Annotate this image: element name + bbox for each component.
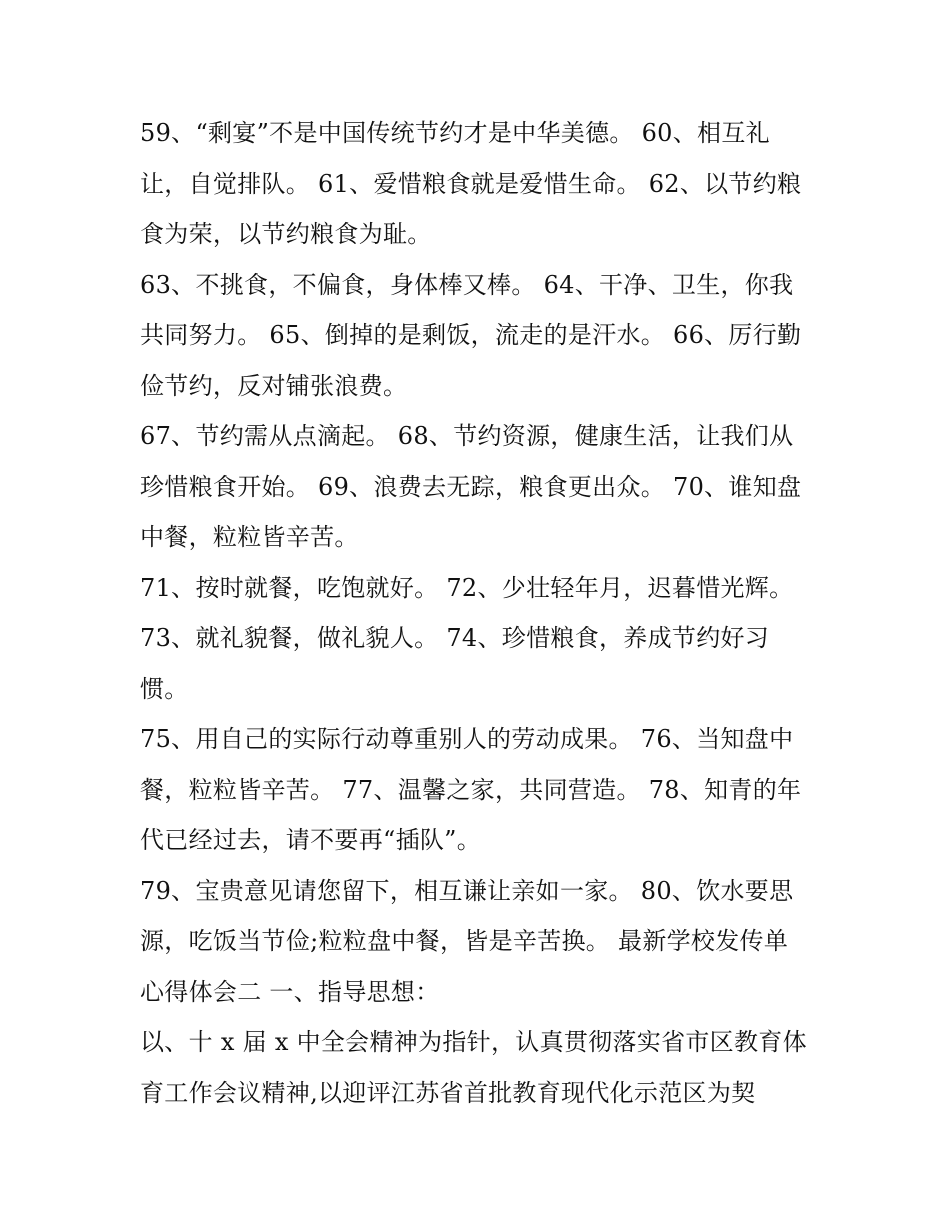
text-line: 59、“剩宴”不是中国传统节约才是中华美德。 60、相互礼 <box>140 119 770 147</box>
text-line: 共同努力。 65、倒掉的是剩饭，流走的是汗水。 66、厉行勤 <box>140 321 802 349</box>
text-line: 79、宝贵意见请您留下，相互谦让亲如一家。 80、饮水要思 <box>140 876 794 905</box>
text-line: 75、用自己的实际行动尊重别人的劳动成果。 76、当知盘中 <box>140 725 794 753</box>
text-line: 以、十 x 届 x 中全会精神为指针，认真贯彻落实省市区教育体 <box>140 1028 807 1056</box>
text-line: 食为荣，以节约粮食为耻。 <box>140 220 432 248</box>
text-line: 63、不挑食，不偏食，身体棒又棒。 64、干净、卫生，你我 <box>140 270 794 299</box>
text-line: 育工作会议精神,以迎评江苏省首批教育现代化示范区为契 <box>140 1078 756 1107</box>
text-line: 心得体会二 一、指导思想： <box>140 977 440 1006</box>
text-line: 67、节约需从点滴起。 68、节约资源，健康生活，让我们从 <box>140 422 794 450</box>
text-line: 餐，粒粒皆辛苦。 77、温馨之家，共同营造。 78、知青的年 <box>140 775 802 804</box>
text-line: 71、按时就餐，吃饱就好。 72、少壮轻年月，迟暮惜光辉。 <box>140 573 794 602</box>
text-line: 代已经过去，请不要再“插队”。 <box>140 826 482 854</box>
text-line: 惯。 <box>140 674 189 703</box>
text-line: 珍惜粮食开始。 69、浪费去无踪，粮食更出众。 70、谁知盘 <box>140 472 802 501</box>
text-line: 73、就礼貌餐，做礼貌人。 74、珍惜粮食，养成节约好习 <box>140 624 770 652</box>
text-line: 中餐，粒粒皆辛苦。 <box>140 523 359 551</box>
document-body <box>140 108 820 1118</box>
text-line: 让，自觉排队。 61、爱惜粮食就是爱惜生命。 62、以节约粮 <box>140 169 802 198</box>
text-line: 俭节约，反对铺张浪费。 <box>140 371 408 400</box>
text-line: 源，吃饭当节俭;粒粒盘中餐，皆是辛苦换。 最新学校发传单 <box>140 927 789 955</box>
